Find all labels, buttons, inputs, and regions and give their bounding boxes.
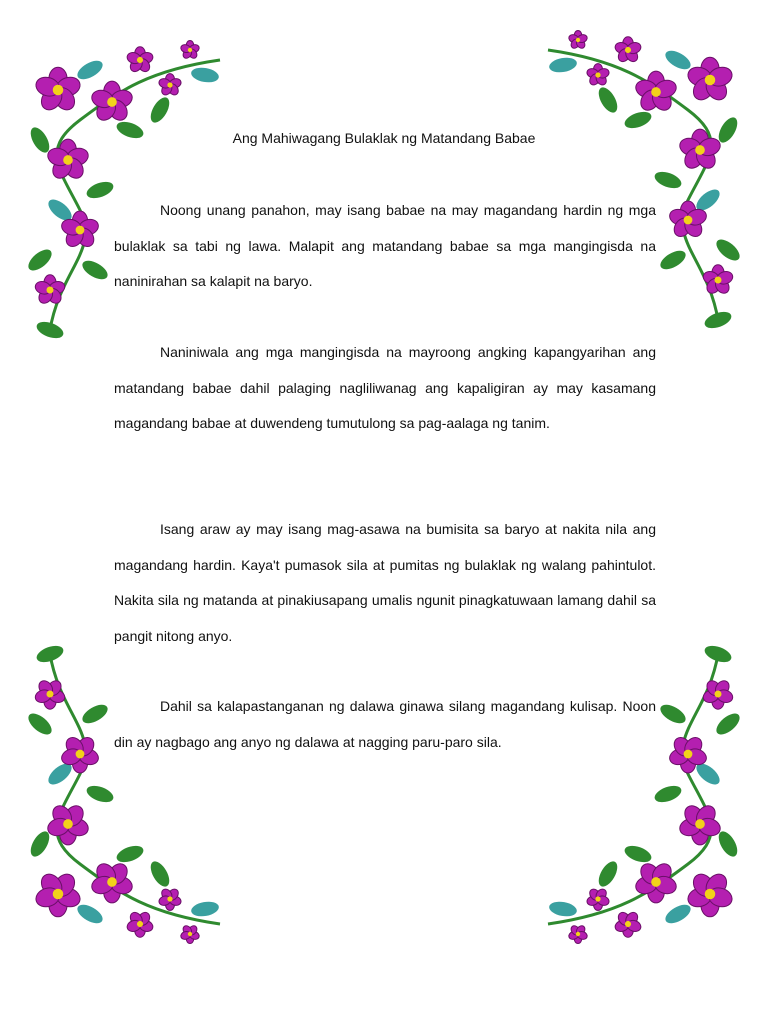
flower-icon — [180, 924, 200, 943]
flower-icon — [158, 74, 183, 97]
story-paragraph — [114, 689, 656, 760]
leaf-shape — [662, 901, 693, 927]
leaf-shape — [74, 901, 105, 927]
flower-vine — [25, 643, 220, 944]
leaf-shape — [34, 643, 65, 666]
leaf-shape — [34, 319, 65, 342]
flower-icon — [180, 41, 200, 60]
paragraph-text: Dahil sa kalapastanganan ng dalawa ginawa silang magandang kulisap. Noon din ay nagbago ang anyo ng dalawa at nagging paru-paro sila. — [114, 698, 656, 750]
leaf-shape — [147, 858, 173, 889]
leaf-shape — [595, 84, 621, 115]
story-title: Ang Mahiwagang Bulaklak ng Matandang Babae — [232, 130, 536, 146]
leaf-shape — [25, 710, 55, 739]
leaf-shape — [84, 783, 115, 806]
leaf-shape — [652, 169, 683, 192]
leaf-shape — [713, 236, 743, 265]
flower-icon — [685, 870, 734, 917]
leaf-shape — [657, 247, 688, 273]
flower-icon — [46, 802, 91, 845]
leaf-shape — [548, 56, 578, 75]
leaf-shape — [114, 843, 145, 866]
flower-icon — [685, 57, 734, 104]
leaf-shape — [622, 843, 653, 866]
leaf-shape — [652, 783, 683, 806]
flower-icon — [586, 887, 611, 910]
flower-icon — [126, 47, 155, 74]
paragraph-text: Naniniwala ang mga mangingisda na mayroong angking kapangyarihan ang matandang babae dahil palaging nagliliwanag ang kapaligiran ay may kasamang magandang babae at duwendeng tumutulong sa pag-aalaga ng tanim. — [114, 344, 656, 431]
flower-border-bottom-right — [488, 634, 748, 954]
flower-border-top-left — [20, 30, 280, 350]
leaf-shape — [25, 246, 55, 275]
leaf-shape — [548, 900, 578, 919]
flower-icon — [614, 910, 643, 937]
leaf-shape — [595, 858, 621, 889]
leaf-shape — [190, 66, 220, 85]
leaf-shape — [190, 900, 220, 919]
leaf-shape — [702, 309, 733, 332]
leaf-shape — [84, 179, 115, 202]
leaf-shape — [79, 257, 110, 283]
story-paragraph — [114, 193, 656, 300]
leaf-shape — [662, 47, 693, 73]
story-paragraph — [114, 512, 656, 654]
leaf-shape — [622, 109, 653, 132]
leaf-shape — [702, 643, 733, 666]
flower-icon — [34, 678, 67, 709]
leaf-shape — [147, 94, 173, 125]
flower-icon — [126, 910, 155, 937]
flower-border-bottom-left — [20, 634, 280, 954]
flower-icon — [33, 870, 82, 917]
flower-icon — [702, 265, 735, 296]
flower-icon — [586, 64, 611, 87]
flower-icon — [678, 802, 723, 845]
leaf-shape — [657, 701, 688, 727]
flower-icon — [33, 67, 82, 114]
flower-icon — [568, 31, 588, 50]
leaf-shape — [79, 701, 110, 727]
flower-icon — [158, 887, 183, 910]
leaf-shape — [713, 710, 743, 739]
paragraph-text: Noong unang panahon, may isang babae na may magandang hardin ng mga bulaklak sa tabi ng lawa. Malapit ang matandang babae sa mga mangingisda na naninirahan sa kalapit na baryo. — [114, 202, 656, 289]
leaf-shape — [74, 57, 105, 83]
flower-vine — [548, 643, 743, 944]
paragraph-text: Isang araw ay may isang mag-asawa na bumisita sa baryo at nakita nila ang magandang hardin. Kaya't pumasok sila at pumitas ng bulaklak ng walang pahintulot. Nakita sila ng matanda at pinakiusapang umalis ngunit pinagkatuwaan lamang dahil sa pangit nitong anyo. — [114, 521, 656, 644]
flower-icon — [702, 678, 735, 709]
story-paragraph — [114, 335, 656, 442]
flower-icon — [614, 37, 643, 64]
flower-icon — [568, 924, 588, 943]
flower-icon — [34, 275, 67, 306]
